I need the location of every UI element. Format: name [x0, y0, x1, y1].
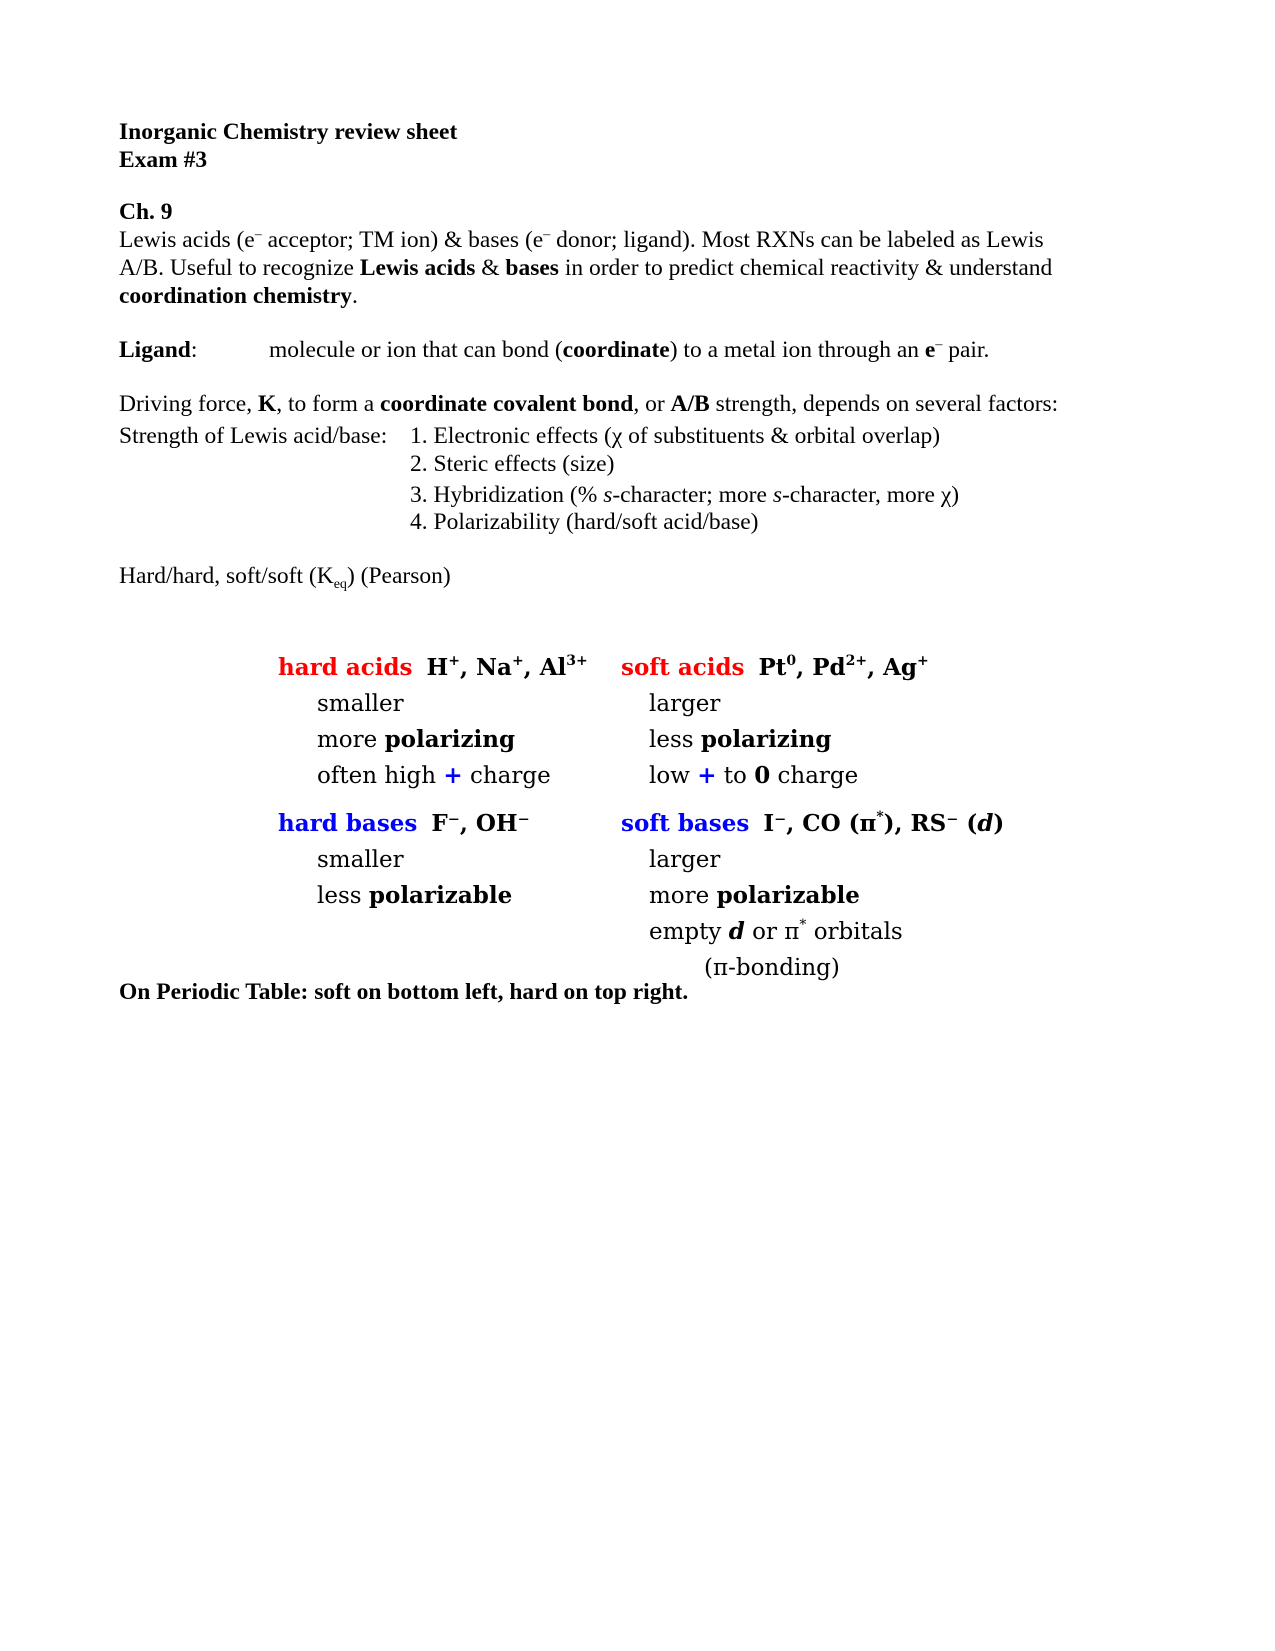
soft-acids-polarizing: less polarizing: [649, 726, 832, 753]
intro-line-1: Lewis acids (e– acceptor; TM ion) & bases (e– donor; ligand). Most RXNs can be labeled as Lewis: [119, 227, 1044, 253]
ligand-definition: Ligand: molecule or ion that can bond (coordinate) to a metal ion through an e– pair.: [119, 337, 990, 363]
hard-bases-size: smaller: [317, 847, 404, 873]
driving-force-line: Driving force, K, to form a coordinate covalent bond, or A/B strength, depends on several factors:: [119, 391, 1059, 417]
document-title: Inorganic Chemistry review sheet: [119, 119, 458, 145]
hard-bases-column: [278, 806, 530, 914]
hard-acids-column: [278, 650, 588, 794]
strength-factor-3: 3. Hybridization (% s-character; more s-character, more χ): [410, 482, 960, 508]
soft-bases-size: larger: [649, 847, 721, 873]
soft-bases-column: [621, 806, 1004, 986]
soft-bases-pi-bonding: (π-bonding): [704, 955, 840, 981]
soft-bases-orbitals: empty d or π* orbitals: [649, 917, 903, 945]
periodic-table-conclusion: On Periodic Table: soft on bottom left, hard on top right.: [119, 979, 689, 1005]
soft-bases-polarizable: more polarizable: [649, 882, 860, 909]
document-subtitle: Exam #3: [119, 147, 208, 173]
strength-factor-1: Strength of Lewis acid/base: 1. Electronic effects (χ of substituents & orbital overlap): [119, 423, 941, 449]
hard-bases-heading: hard bases F⁻, OH⁻: [278, 810, 530, 837]
hard-acids-charge: often high + charge: [317, 762, 551, 789]
hard-acids-size: smaller: [317, 691, 404, 717]
intro-line-3: coordination chemistry.: [119, 283, 358, 309]
soft-acids-heading: soft acids Pt$^0$, $Pd^{2+}$, Ag+: [621, 653, 929, 681]
soft-acids-charge: low + to 0 charge: [649, 762, 859, 789]
strength-factor-4: 4. Polarizability (hard/soft acid/base): [410, 509, 759, 535]
hard-bases-polarizable: less polarizable: [317, 882, 513, 909]
hard-soft-line: Hard/hard, soft/soft $(K_{eq})$ (Pearson): [119, 563, 451, 592]
soft-acids-column: [621, 650, 929, 794]
hsab-figure: [278, 650, 1038, 990]
hard-acids-polarizing: more polarizing: [317, 726, 516, 753]
soft-acids-size: larger: [649, 691, 721, 717]
chapter-heading: Ch. 9: [119, 199, 173, 225]
hard-acids-heading: hard acids H+, Na+, $Al^{3+}$: [278, 653, 588, 681]
strength-factor-2: 2. Steric effects (size): [410, 451, 615, 477]
intro-line-2: A/B. Useful to recognize Lewis acids & bases in order to predict chemical reactivity & understand: [119, 255, 1053, 281]
soft-bases-heading: soft bases I⁻, CO (π*), RS⁻ (d): [621, 809, 1005, 837]
